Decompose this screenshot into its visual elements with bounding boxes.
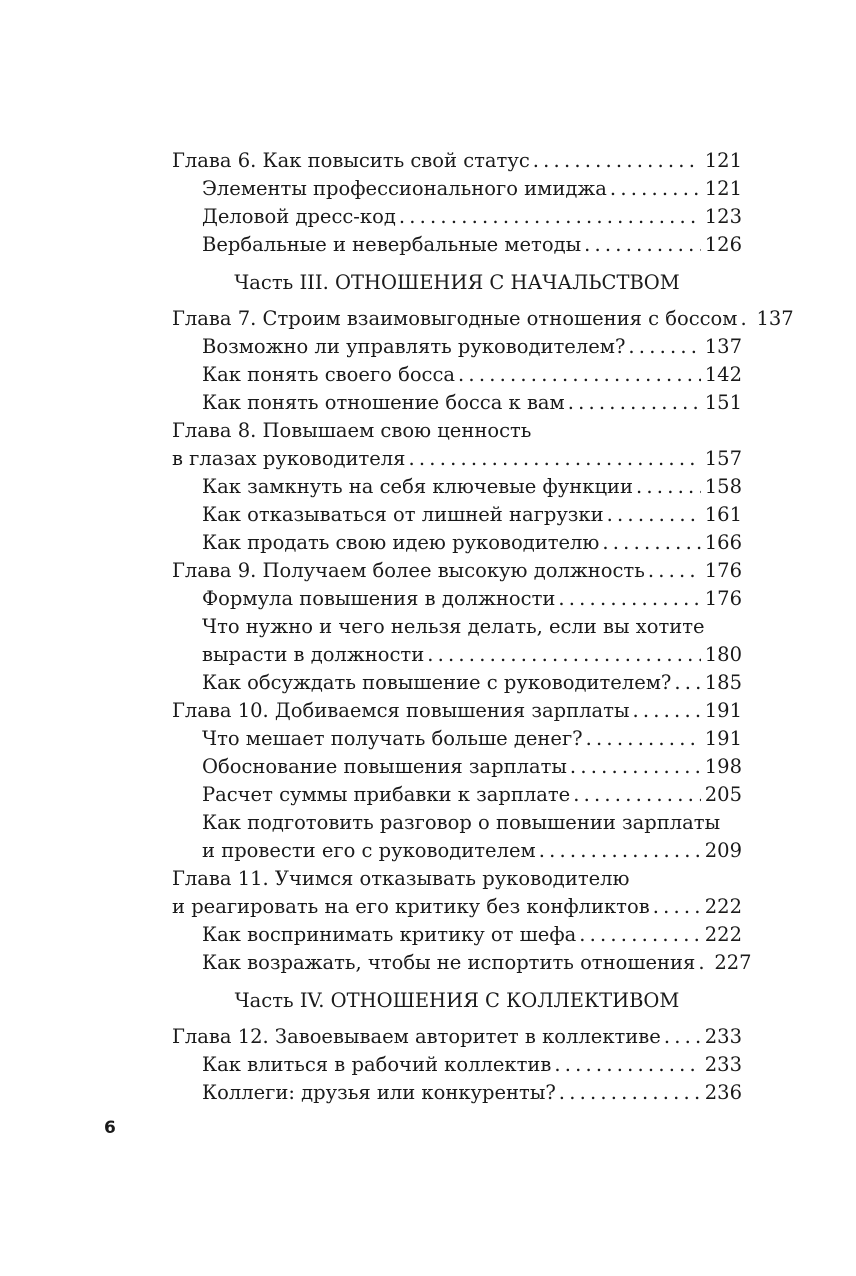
part-heading: Часть III. ОТНОШЕНИЯ С НАЧАЛЬСТВОМ — [234, 271, 680, 294]
leader-dots — [636, 473, 701, 501]
page-number: 180 — [704, 643, 742, 666]
section-title: Обоснование повышения зарплаты — [202, 755, 567, 778]
leader-dots — [568, 389, 701, 417]
section-title: Расчет суммы прибавки к зарплате — [202, 783, 571, 806]
page-number: 236 — [704, 1081, 742, 1104]
chapter-title-line1: Глава 8. Повышаем свою ценность — [172, 419, 532, 442]
leader-dots — [586, 725, 701, 753]
section-entry[interactable] — [172, 361, 742, 389]
section-title: Как воспринимать критику от шефа — [202, 923, 577, 946]
section-entry[interactable] — [172, 669, 742, 697]
section-title: Как влиться в рабочий коллектив — [202, 1053, 552, 1076]
page-number: 176 — [704, 587, 742, 610]
page-number: 233 — [704, 1025, 742, 1048]
section-entry[interactable] — [172, 529, 742, 557]
chapter-12-entry[interactable] — [172, 1023, 742, 1051]
section-entry[interactable] — [172, 781, 742, 809]
section-title-line1: Как подготовить разговор о повышении зарплаты — [202, 811, 721, 834]
section-entry[interactable] — [172, 613, 742, 669]
leader-dots — [584, 231, 701, 259]
chapter-title: Глава 6. Как повысить свой статус — [172, 149, 530, 172]
section-entry[interactable] — [172, 921, 742, 949]
chapter-title: Глава 10. Добиваемся повышения зарплаты — [172, 699, 630, 722]
leader-dots — [607, 501, 701, 529]
page-number: 137 — [756, 307, 794, 330]
leader-dots — [409, 445, 701, 473]
chapter-8-entry[interactable] — [172, 417, 742, 473]
section-title: Как возражать, чтобы не испортить отношения — [202, 951, 696, 974]
page-number: 161 — [704, 503, 742, 526]
section-title: Как понять отношение босса к вам — [202, 391, 565, 414]
page-number: 157 — [704, 447, 742, 470]
section-entry[interactable] — [172, 725, 742, 753]
toc-line[interactable] — [172, 147, 742, 175]
leader-dots — [648, 557, 701, 585]
page-number: 123 — [704, 205, 742, 228]
section-title: Коллеги: друзья или конкуренты? — [202, 1081, 556, 1104]
leader-dots — [533, 147, 701, 175]
leader-dots — [399, 203, 701, 231]
section-title: Вербальные и невербальные методы — [202, 233, 582, 256]
page-number: 137 — [704, 335, 742, 358]
leader-dots — [573, 781, 701, 809]
chapter-9-entry[interactable] — [172, 557, 742, 585]
section-entry[interactable] — [172, 753, 742, 781]
chapter-title-line2: и реагировать на его критику без конфликтов — [172, 895, 650, 918]
leader-dots — [579, 921, 701, 949]
leader-dots — [559, 1079, 701, 1107]
chapter-11-entry[interactable] — [172, 865, 742, 921]
section-title: Элементы профессионального имиджа — [202, 177, 607, 200]
section-entry[interactable] — [172, 809, 742, 865]
section-entry[interactable] — [172, 231, 742, 259]
page-number: 142 — [704, 363, 742, 386]
leader-dots — [602, 529, 700, 557]
leader-dots — [632, 697, 700, 725]
section-title: Что мешает получать больше денег? — [202, 727, 583, 750]
leader-dots — [458, 361, 701, 389]
leader-dots — [610, 175, 701, 203]
leader-dots — [539, 837, 701, 865]
page-number: 158 — [704, 475, 742, 498]
chapter-title-line2: в глазах руководителя — [172, 447, 406, 470]
section-title: Деловой дресс-код — [202, 205, 396, 228]
section-entry[interactable] — [172, 1051, 742, 1079]
section-entry[interactable] — [172, 949, 752, 977]
leader-dots — [664, 1023, 701, 1051]
page-number: 176 — [704, 559, 742, 582]
chapter-10-entry[interactable] — [172, 697, 742, 725]
section-entry[interactable] — [172, 1079, 742, 1107]
section-title-line1: Что нужно и чего нельзя делать, если вы хотите — [202, 615, 705, 638]
section-title: Как отказываться от лишней нагрузки — [202, 503, 604, 526]
page-number: 126 — [704, 233, 742, 256]
section-title: Возможно ли управлять руководителем? — [202, 335, 626, 358]
page-folio: 6 — [104, 1118, 116, 1138]
section-entry[interactable] — [172, 389, 742, 417]
chapter-6-entry — [172, 147, 742, 175]
leader-dots — [674, 669, 700, 697]
section-entry[interactable] — [172, 585, 742, 613]
page-number: 121 — [704, 177, 742, 200]
leader-dots — [740, 305, 752, 333]
page-number: 205 — [704, 783, 742, 806]
section-entry[interactable] — [172, 473, 742, 501]
section-title: Как продать свою идею руководителю — [202, 531, 600, 554]
section-entry[interactable] — [172, 203, 742, 231]
chapter-title: Глава 12. Завоевываем авторитет в коллективе — [172, 1025, 661, 1048]
section-entry[interactable] — [172, 501, 742, 529]
page-number: 191 — [704, 727, 742, 750]
section-title: Как замкнуть на себя ключевые функции — [202, 475, 633, 498]
page-number: 209 — [704, 839, 742, 862]
page-number: 121 — [704, 149, 742, 172]
leader-dots — [653, 893, 701, 921]
table-of-contents — [172, 147, 794, 1107]
page-number: 191 — [704, 699, 742, 722]
page-number: 166 — [704, 531, 742, 554]
section-entry[interactable] — [172, 333, 742, 361]
chapter-title: Глава 7. Строим взаимовыгодные отношения с боссом — [172, 307, 738, 330]
leader-dots — [554, 1051, 700, 1079]
section-title: Как обсуждать повышение с руководителем? — [202, 671, 672, 694]
chapter-title: Глава 9. Получаем более высокую должность — [172, 559, 645, 582]
chapter-title-line1: Глава 11. Учимся отказывать руководителю — [172, 867, 630, 890]
leader-dots — [628, 333, 700, 361]
page-number: 185 — [704, 671, 742, 694]
leader-dots — [698, 949, 710, 977]
section-entry[interactable] — [172, 175, 742, 203]
page-number: 227 — [714, 951, 752, 974]
section-title: Как понять своего босса — [202, 363, 456, 386]
section-title-line2: и провести его с руководителем — [202, 839, 536, 862]
leader-dots — [558, 585, 700, 613]
section-title-line2: вырасти в должности — [202, 643, 425, 666]
leader-dots — [427, 641, 701, 669]
section-title: Формула повышения в должности — [202, 587, 556, 610]
page-number: 198 — [704, 755, 742, 778]
page-number: 222 — [704, 923, 742, 946]
page-number: 233 — [704, 1053, 742, 1076]
chapter-7-entry[interactable] — [172, 305, 794, 333]
page-number: 151 — [704, 391, 742, 414]
part-heading: Часть IV. ОТНОШЕНИЯ С КОЛЛЕКТИВОМ — [234, 989, 680, 1012]
page-number: 222 — [704, 895, 742, 918]
leader-dots — [570, 753, 701, 781]
